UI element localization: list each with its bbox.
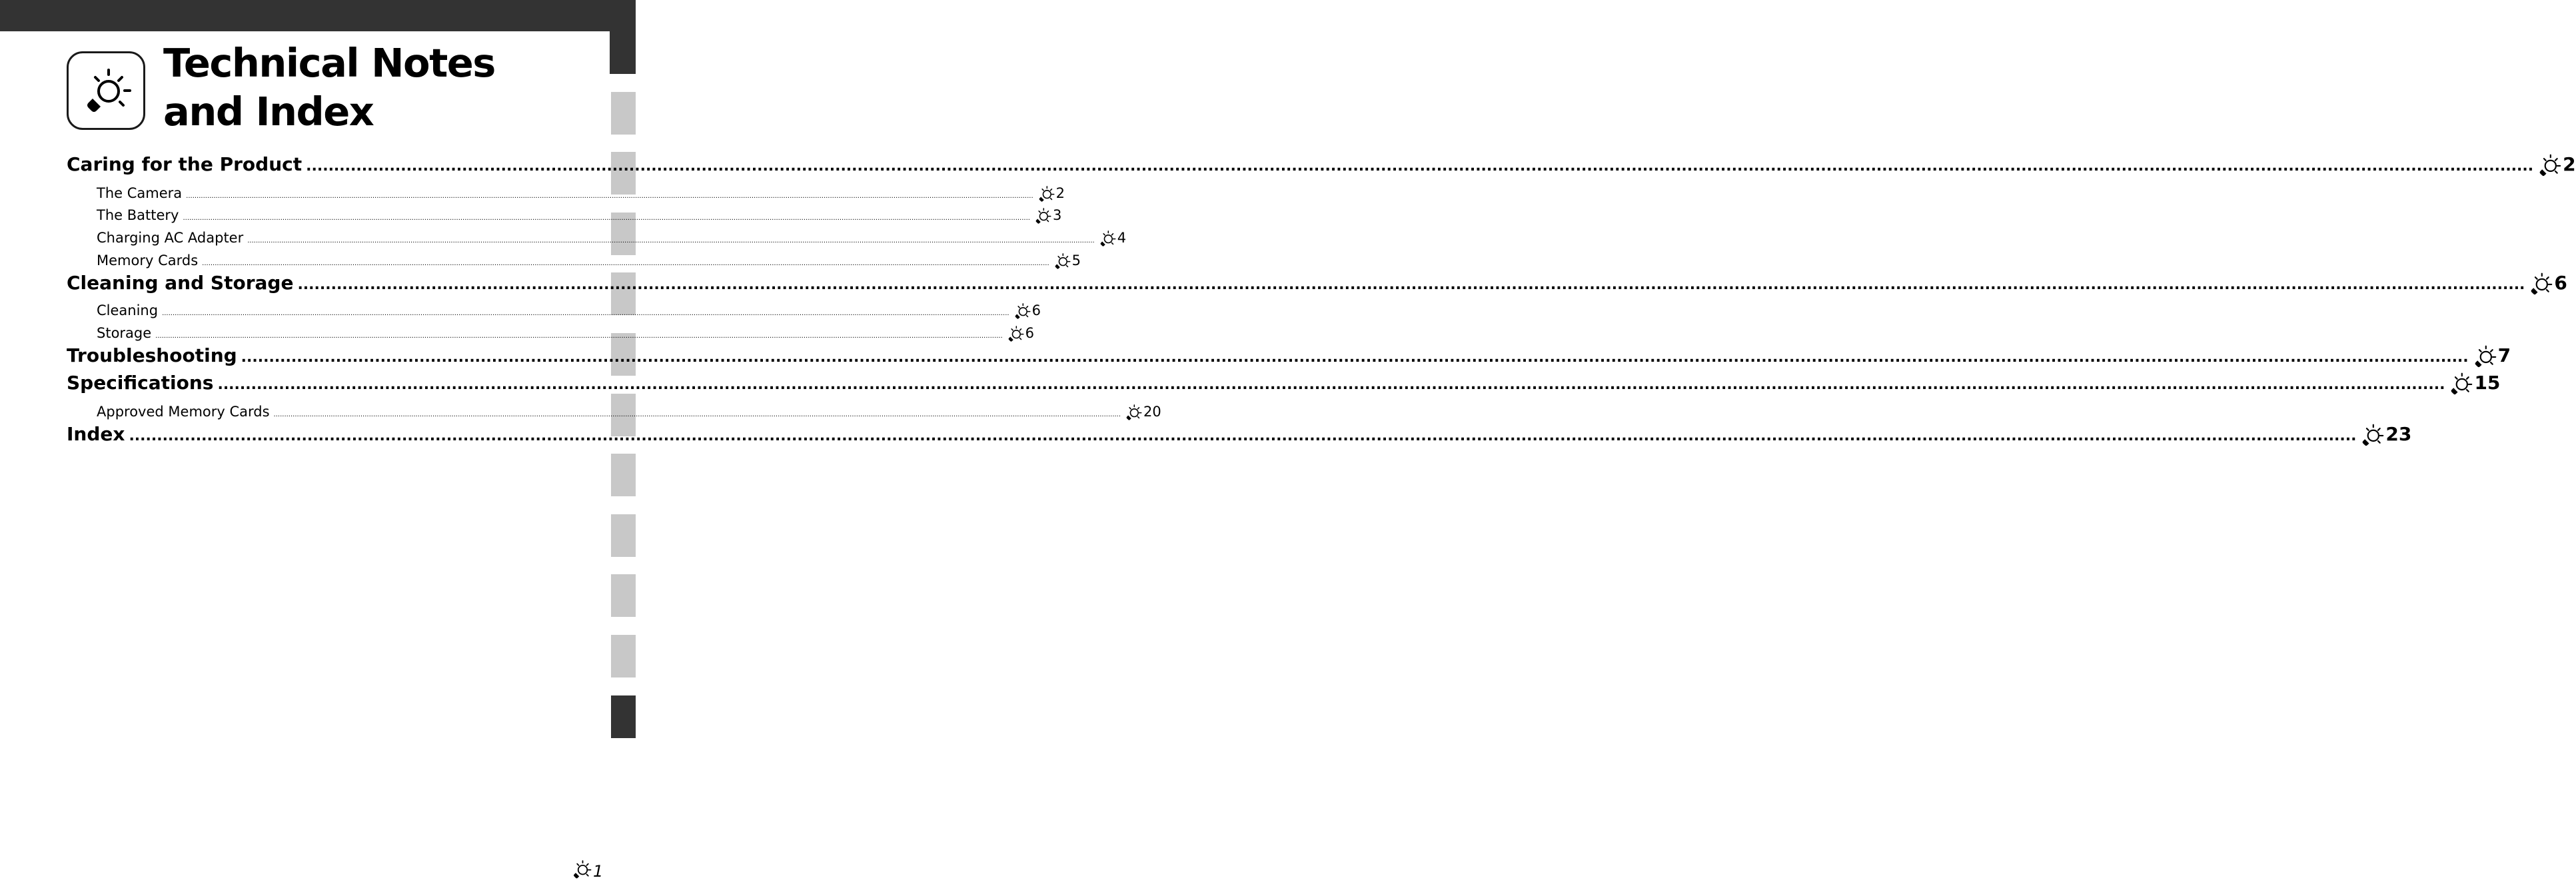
lightbulb-icon xyxy=(1007,325,1024,342)
toc-page-ref xyxy=(2449,372,2500,396)
lightbulb-icon xyxy=(78,63,134,119)
toc-page-number: 2 xyxy=(2563,153,2576,175)
toc-label: Charging AC Adapter xyxy=(97,230,244,246)
toc-heading[interactable] xyxy=(67,344,2511,368)
toc-page-number: 15 xyxy=(2474,372,2501,394)
lightbulb-icon xyxy=(1125,404,1142,421)
toc-subentry[interactable] xyxy=(67,252,1081,270)
toc-page-number: 3 xyxy=(1052,207,1062,223)
toc-page-number: 6 xyxy=(1031,302,1041,318)
toc-label: The Battery xyxy=(97,207,179,223)
toc-page-ref xyxy=(1037,185,1065,203)
toc-page-number: 4 xyxy=(1117,230,1127,246)
toc-heading[interactable] xyxy=(67,372,2501,396)
toc-page-ref xyxy=(1099,230,1126,247)
lightbulb-icon xyxy=(1037,185,1055,203)
toc-label: Caring for the Product xyxy=(67,153,303,175)
toc-page-ref xyxy=(2360,423,2411,447)
toc-page-number: 5 xyxy=(1071,252,1081,268)
toc-label: Index xyxy=(67,423,125,445)
toc-page-ref xyxy=(2537,153,2575,177)
toc-page-number: 6 xyxy=(2554,272,2567,294)
toc-subentry[interactable] xyxy=(67,325,1035,342)
toc-subentry[interactable] xyxy=(67,404,1161,421)
dot-leader: ................................................................................................................................................................................................................................................................................................................................................................................................................ xyxy=(162,310,1009,317)
toc-page-ref xyxy=(2473,344,2511,368)
lightbulb-icon xyxy=(2537,153,2561,177)
lightbulb-icon xyxy=(2473,344,2497,368)
lightbulb-icon xyxy=(1034,207,1051,224)
side-tab[interactable] xyxy=(611,92,636,135)
top-bar xyxy=(0,0,636,31)
page-title: Technical Notes and Index xyxy=(163,40,495,135)
toc-page-ref xyxy=(1034,207,1061,224)
dot-leader: ................................................................................................................................................................................................................................................................................................................................................................................................................ xyxy=(186,193,1033,200)
toc-heading[interactable] xyxy=(67,272,2567,296)
dot-leader: ................................................................................................................................................................................................................................................................................................................................................................................................................ xyxy=(273,411,1121,418)
toc-heading[interactable] xyxy=(67,423,2412,447)
dot-leader: ................................................................................................................................................................................................................................................................................................................................................................................................................ xyxy=(202,260,1049,267)
toc-label: The Camera xyxy=(97,185,183,201)
toc-heading[interactable] xyxy=(67,153,2576,177)
lightbulb-icon xyxy=(2529,272,2553,296)
side-tab-active[interactable] xyxy=(611,695,636,738)
dot-leader: ................................................................................................................................................................................................................................................................................................................................................................................................................ xyxy=(306,158,2534,175)
toc-page-number: 7 xyxy=(2497,344,2511,366)
toc-page-number: 20 xyxy=(1143,404,1161,420)
lightbulb-icon xyxy=(2360,423,2384,447)
side-tab[interactable] xyxy=(611,574,636,617)
toc-label: Storage xyxy=(97,325,152,341)
dot-leader: ................................................................................................................................................................................................................................................................................................................................................................................................................ xyxy=(241,349,2469,366)
lightbulb-icon xyxy=(1053,252,1071,270)
toc-page-ref xyxy=(1007,325,1034,342)
toc-label: Approved Memory Cards xyxy=(97,404,270,420)
lightbulb-icon xyxy=(1013,302,1031,320)
dot-leader: ................................................................................................................................................................................................................................................................................................................................................................................................................ xyxy=(217,376,2445,393)
footer-page-number xyxy=(572,859,603,883)
toc-page-ref xyxy=(1125,404,1161,421)
toc-page-number: 2 xyxy=(1055,185,1065,201)
toc-subentry[interactable] xyxy=(67,230,1127,247)
toc-label: Cleaning and Storage xyxy=(67,272,294,294)
lightbulb-icon xyxy=(572,859,592,879)
toc-page-ref xyxy=(2529,272,2567,296)
section-icon-box xyxy=(67,51,145,130)
side-tab[interactable] xyxy=(611,635,636,677)
toc-subentry[interactable] xyxy=(67,185,1065,203)
side-tab[interactable] xyxy=(611,514,636,557)
lightbulb-icon xyxy=(2449,372,2473,396)
lightbulb-icon xyxy=(1099,230,1116,247)
toc-page-number: 6 xyxy=(1025,325,1035,341)
footer-page-label: 1 xyxy=(593,862,604,881)
toc-page-ref xyxy=(1013,302,1041,320)
side-tab[interactable] xyxy=(611,454,636,496)
toc-page-ref xyxy=(1053,252,1081,270)
dot-leader: ................................................................................................................................................................................................................................................................................................................................................................................................................ xyxy=(155,332,1003,340)
section-marker-block xyxy=(610,0,636,74)
dot-leader: ................................................................................................................................................................................................................................................................................................................................................................................................................ xyxy=(297,276,2525,293)
toc-subentry[interactable] xyxy=(67,302,1041,320)
toc-label: Cleaning xyxy=(97,302,159,318)
toc-subentry[interactable] xyxy=(67,207,1062,224)
toc-label: Specifications xyxy=(67,372,214,394)
toc-label: Memory Cards xyxy=(97,252,199,268)
toc-label: Troubleshooting xyxy=(67,344,237,366)
dot-leader: ................................................................................................................................................................................................................................................................................................................................................................................................................ xyxy=(183,215,1030,222)
toc-page-number: 23 xyxy=(2385,423,2412,445)
dot-leader: ................................................................................................................................................................................................................................................................................................................................................................................................................ xyxy=(247,237,1095,244)
dot-leader: ................................................................................................................................................................................................................................................................................................................................................................................................................ xyxy=(129,428,2357,444)
